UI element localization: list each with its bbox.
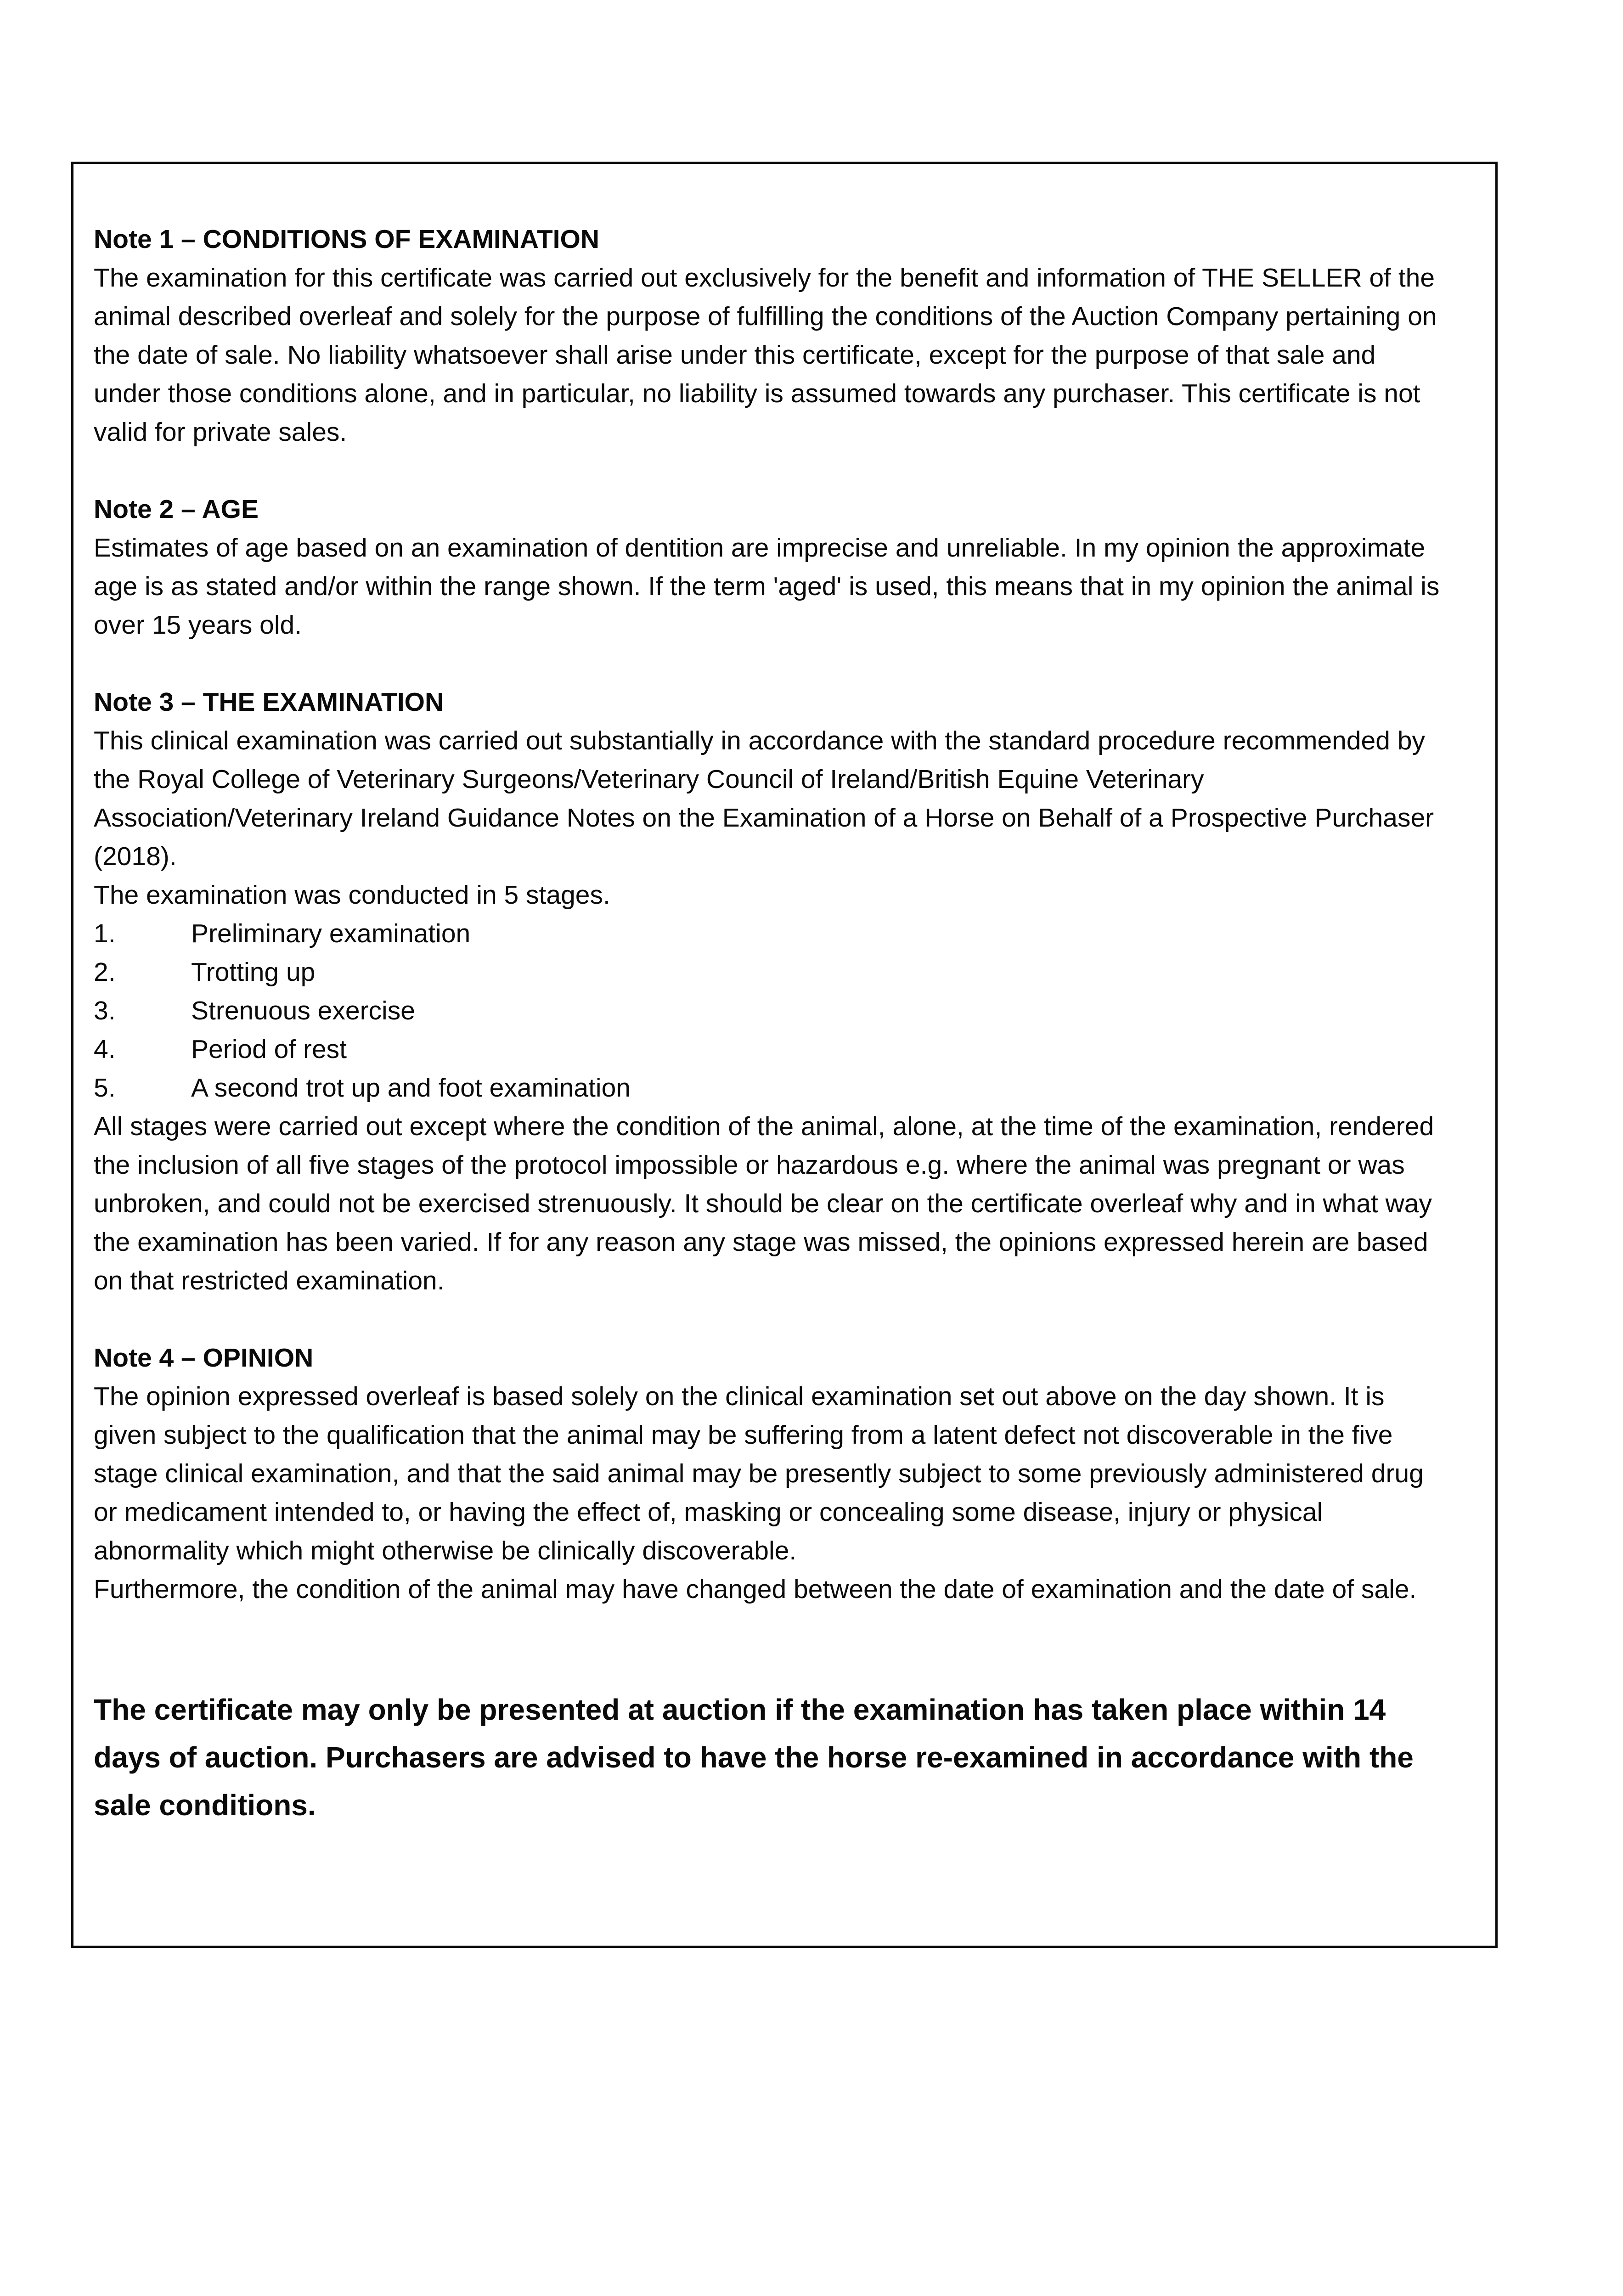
stage-label: Strenuous exercise xyxy=(191,996,415,1025)
note-1-heading: Note 1 – CONDITIONS OF EXAMINATION xyxy=(94,225,600,254)
note-4-section xyxy=(94,1339,1444,1609)
note-3-outro: All stages were carried out except where the condition of the animal, alone, at the time of the examination, rendered the inclusion of all five stages of the protocol impossible or hazardous e.g. where the animal was pregnant or was unbroken, and could not be exercised strenuously. It should be clear on the certificate overleaf why and in what way the examination has been varied. If for any reason any stage was missed, the opinions expressed herein are based on that restricted examination. xyxy=(94,1112,1434,1295)
stage-item-1 xyxy=(94,914,1444,953)
stage-item-2 xyxy=(94,953,1444,991)
note-2-section xyxy=(94,490,1444,644)
stage-item-5 xyxy=(94,1069,1444,1107)
note-3-intro: This clinical examination was carried out substantially in accordance with the standard procedure recommended by the Royal College of Veterinary Surgeons/Veterinary Council of Ireland/British Equine Veterinary Association/Veterinary Ireland Guidance Notes on the Examination of a Horse on Behalf of a Prospective Purchaser (2018). xyxy=(94,726,1434,871)
note-2-heading: Note 2 – AGE xyxy=(94,495,259,524)
stage-label: Period of rest xyxy=(191,1035,347,1064)
note-4-heading: Note 4 – OPINION xyxy=(94,1343,314,1373)
note-4-body: The opinion expressed overleaf is based solely on the clinical examination set out above on the day shown. It is given subject to the qualification that the animal may be suffering from a latent defect not discoverable in the five stage clinical examination, and that the said animal may be presently subject to some previously administered drug or medicament intended to, or having the effect of, masking or concealing some disease, injury or physical abnormality which might otherwise be clinically discoverable. xyxy=(94,1382,1424,1565)
note-3-section xyxy=(94,683,1444,1300)
stage-number: 3. xyxy=(94,996,116,1025)
note-2-body: Estimates of age based on an examination of dentition are imprecise and unreliable. In my opinion the approximate age is as stated and/or within the range shown. If the term 'aged' is used, this means that in my opinion the animal is over 15 years old. xyxy=(94,533,1440,640)
note-4-body-furthermore: Furthermore, the condition of the animal may have changed between the date of examination and the date of sale. xyxy=(94,1575,1417,1604)
stage-number: 5. xyxy=(94,1073,116,1103)
stage-label: A second trot up and foot examination xyxy=(191,1073,631,1103)
note-1-body: The examination for this certificate was carried out exclusively for the benefit and information of THE SELLER of the animal described overleaf and solely for the purpose of fulfilling the conditions of the Auction Company pertaining on the date of sale. No liability whatsoever shall arise under this certificate, except for the purpose of that sale and under those conditions alone, and in particular, no liability is assumed towards any purchaser. This certificate is not valid for private sales. xyxy=(94,263,1437,447)
auction-validity-notice: The certificate may only be presented at auction if the examination has taken place within 14 days of auction. Purchasers are advised to have the horse re-examined in accordance with the sale conditions. xyxy=(94,1693,1414,1822)
stage-number: 2. xyxy=(94,957,116,987)
note-1-section xyxy=(94,220,1444,451)
stages-list xyxy=(94,914,1444,1107)
stage-number: 1. xyxy=(94,919,116,948)
note-3-stages-line: The examination was conducted in 5 stages. xyxy=(94,880,610,910)
stage-number: 4. xyxy=(94,1035,116,1064)
note-3-heading: Note 3 – THE EXAMINATION xyxy=(94,687,444,717)
stage-item-3 xyxy=(94,991,1444,1030)
stage-label: Trotting up xyxy=(191,957,316,987)
certificate-notes-box xyxy=(71,162,1498,1948)
stage-item-4 xyxy=(94,1030,1444,1069)
stage-label: Preliminary examination xyxy=(191,919,471,948)
